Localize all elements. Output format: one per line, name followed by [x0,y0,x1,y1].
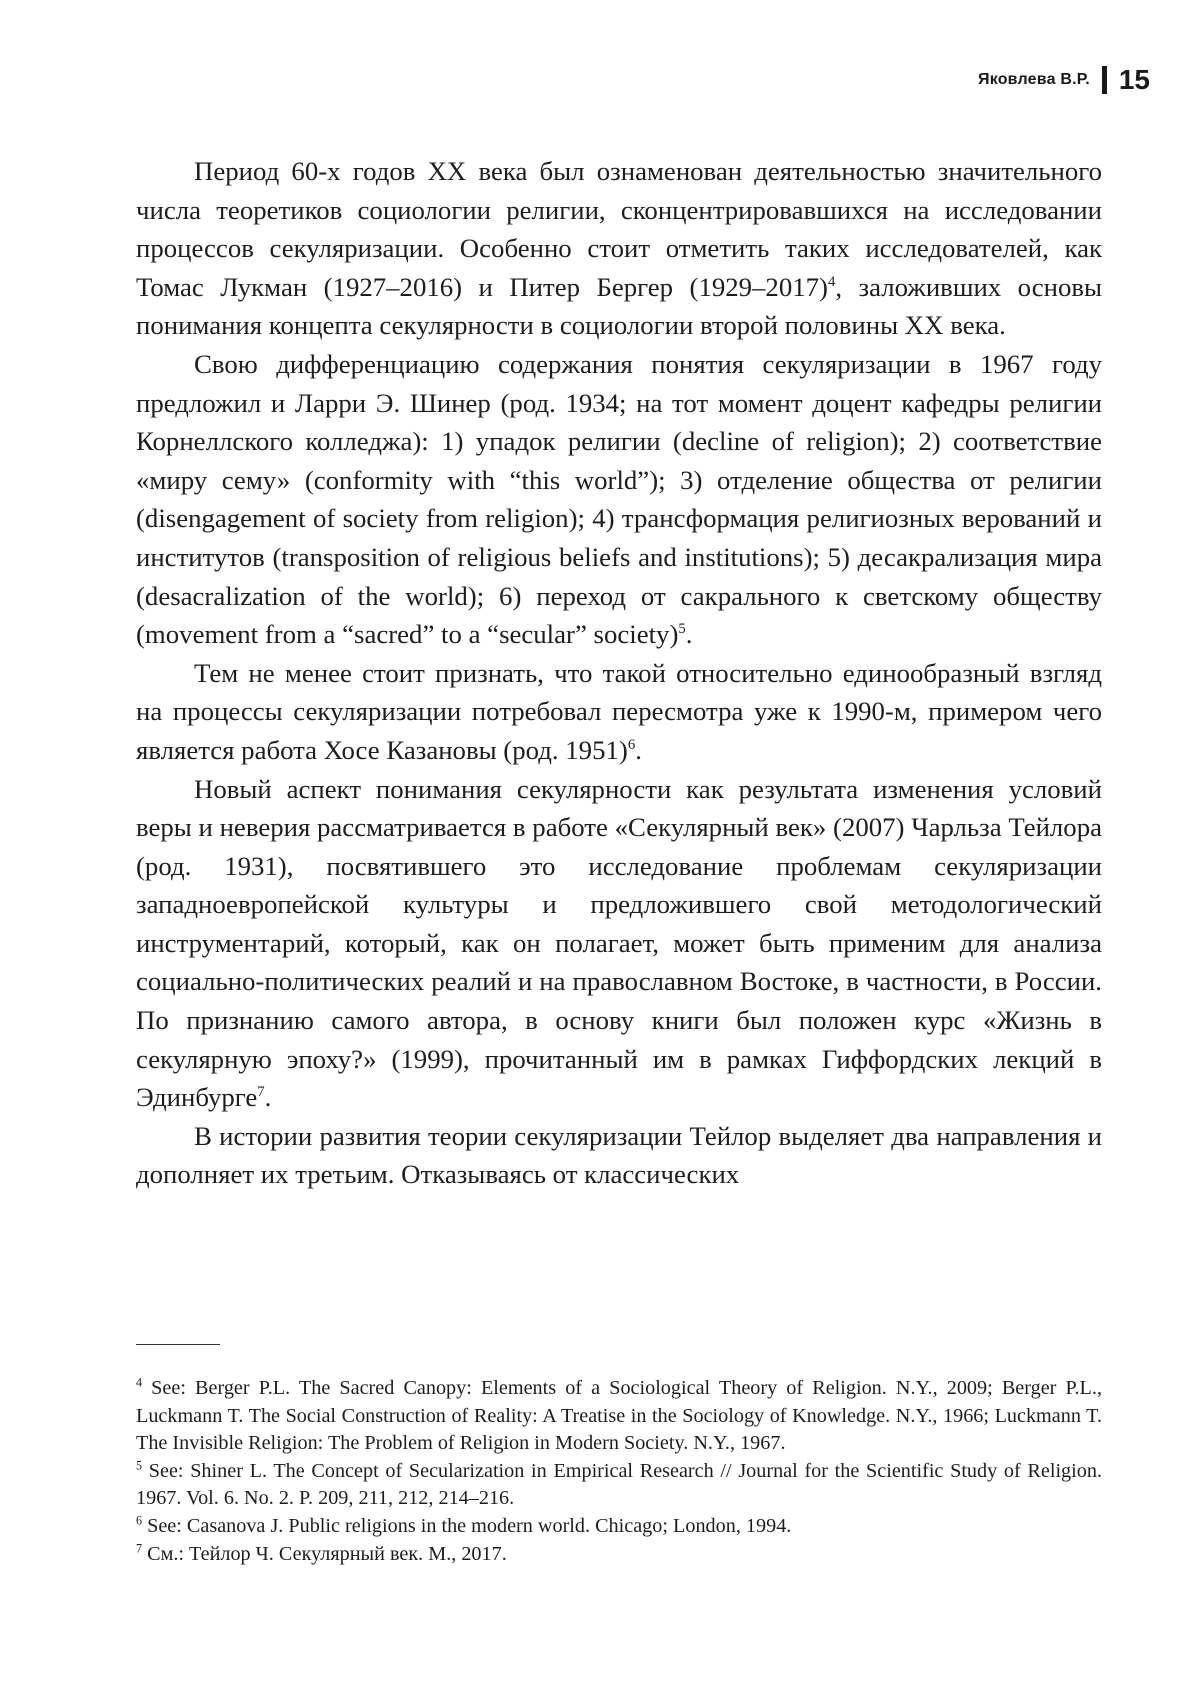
paragraph-text: . [635,734,642,765]
footnote-ref: 5 [678,621,686,638]
footnote-number: 7 [136,1540,143,1555]
paragraph [136,345,1102,654]
paragraph-text: . [264,1082,272,1113]
footnote [136,1513,1102,1541]
footnote-number: 4 [136,1375,143,1390]
paragraph-text: Новый аспект понимания секулярности как результата изменения условий веры и неверия рассматривается в работе «Секулярный век» (2007) Чарльза Тейлора (род. 1931), посвятившего это исследование проблемам секуляризации западноевропейской культуры и предложившего свой методологический инструментарий, который, как он полагает, может быть применим для анализа социально-политических реалий и на православном Востоке, в частности, в России. По признанию самого автора, в основу книги был положен курс «Жизнь в секулярную эпоху?» (1999), прочитанный им в рамках Гиффордских лекций в Эдинбурге [136,773,1102,1113]
page-number: 15 [1118,64,1150,95]
footnote-number: 5 [136,1458,143,1473]
paragraph-text: , заложивших основы понимания концепта секулярности в социологии второй половины XX века. [136,271,1102,341]
footnote [136,1458,1102,1513]
paragraph-text: Период 60-х годов XX века был ознаменован деятельностью значительного числа теоретиков социологии религии, сконцентрировавшихся на исследовании процессов секуляризации. Особенно стоит отметить таких исследователей, как Томас Лукман (1927–2016) и Питер Бергер (1929–2017) [136,156,1102,302]
paragraph [136,1117,1102,1194]
footnote-ref: 4 [827,273,836,290]
footnote [136,1375,1102,1458]
footnote-text: See: Berger P.L. The Sacred Canopy: Elements of a Sociological Theory of Religion. N.Y., 2009; Berger P.L., Luckmann T. The Social Construction of Reality: A Treatise in the Sociology of Knowledge. N.Y., 1966; Luckmann T. The Invisible Religion: The Problem of Religion in Modern Society. N.Y., 1967. [136,1377,1102,1455]
paragraph [136,654,1102,770]
paragraph-text: В истории развития теории секуляризации Тейлор выделяет два направления и дополняет их третьим. Отказываясь от классических [136,1120,1102,1190]
header-divider [1102,66,1107,94]
footnote [136,1541,1102,1569]
paragraph-text: . [685,619,693,650]
footnote-ref: 6 [627,736,636,753]
footnote-number: 6 [136,1513,143,1528]
footnote-text: See: Casanova J. Public religions in the modern world. Chicago; London, 1994. [142,1514,792,1537]
footnote-text: See: Shiner L. The Concept of Secularization in Empirical Research // Journal for the Scientific Study of Religion. 1967. Vol. 6. No. 2. P. 209, 211, 212, 214–216. [136,1459,1102,1510]
running-head-author: Яковлева В.Р. [978,71,1090,88]
footnote-separator [136,1344,220,1345]
paragraph [136,770,1102,1117]
footnote-ref: 7 [257,1084,265,1101]
running-head [978,64,1150,96]
paragraph-text: Свою дифференциацию содержания понятия секуляризации в 1967 году предложил и Ларри Э. Шинер (род. 1934; на тот момент доцент кафедры религии Корнеллского колледжа): 1) упадок религии (decline of religion); 2) соответствие «миру сему» (conformity with “this world”); 3) отделение общества от религии (disengagement of society from religion); 4) трансформация религиозных верований и институтов (transposition of religious beliefs and institutions); 5) десакрализация мира (desacralization of the world); 6) переход от сакрального к светскому обществу (movement from a “sacred” to a “secular” society) [136,348,1102,650]
main-text [136,152,1102,1194]
paragraph [136,152,1102,345]
footnotes [136,1375,1102,1568]
footnote-text: См.: Тейлор Ч. Секулярный век. М., 2017. [142,1542,507,1565]
paragraph-text: Тем не менее стоит признать, что такой относительно единообразный взгляд на процессы секуляризации потребовал пересмотра уже к 1990-м, примером чего является работа Хосе Казановы (род. 1951) [136,657,1102,765]
